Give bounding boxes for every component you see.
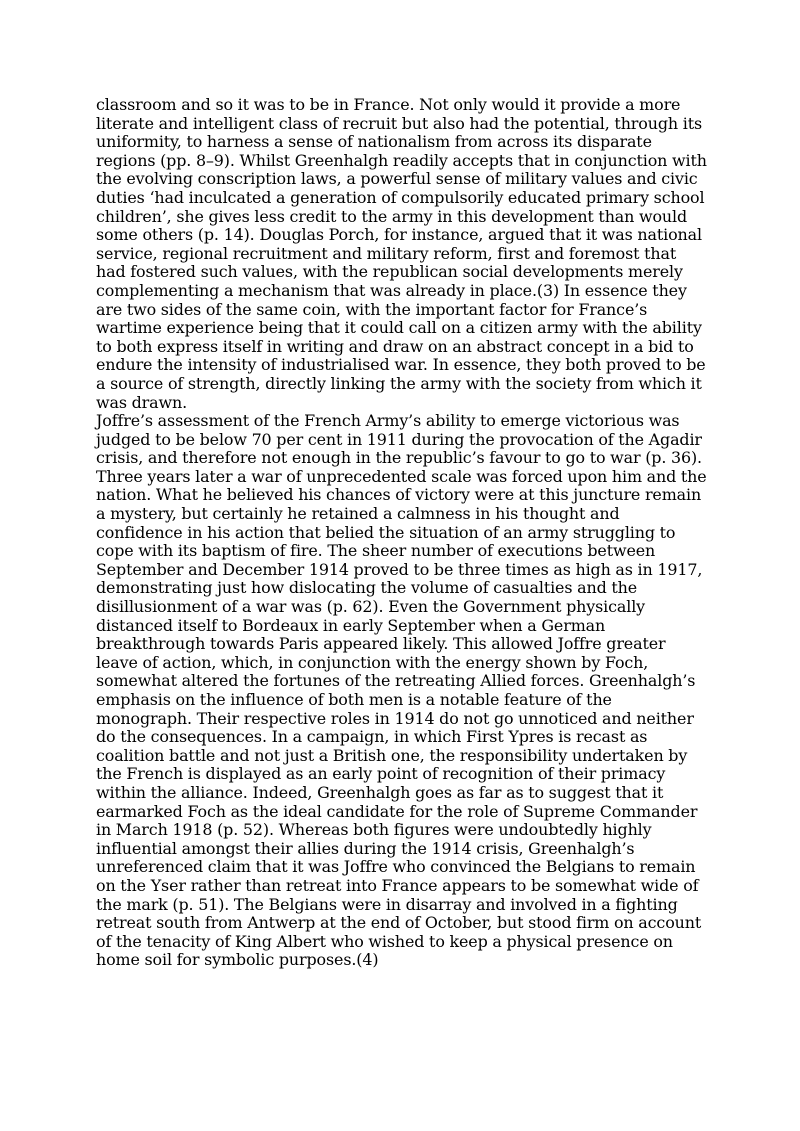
paragraph-1: classroom and so it was to be in France. Not only would it provide a more literate and intelligent class of recruit but also had the potential, through its uniformity, to harness a sense of nationalism from across its disparate regions (pp. 8–9). Whilst Greenhalgh readily accepts that in conjunction with the evolving conscription laws, a powerful sense of military values and civic duties ‘had inculcated a generation of compulsorily educated primary school children’, she gives less credit to the army in this development than would some others (p. 14). Douglas Porch, for instance, argued that it was national service, regional recruitment and military reform, first and foremost that had fostered such values, with the republican social developments merely complementing a mechanism that was already in place.(3) In essence they are two sides of the same coin, with the important factor for France’s wartime experience being that it could call on a citizen army with the ability to both express itself in writing and draw on an abstract concept in a bid to endure the intensity of industrialised war. In essence, they both proved to be a source of strength, directly linking the army with the society from which it was drawn. [96, 95, 707, 412]
paragraph-2: Joffre’s assessment of the French Army’s ability to emerge victorious was judged to be below 70 per cent in 1911 during the provocation of the Agadir crisis, and therefore not enough in the republic’s favour to go to war (p. 36). Three years later a war of unprecedented scale was forced upon him and the nation. What he believed his chances of victory were at this juncture remain a mystery, but certainly he retained a calmness in his thought and confidence in his action that belied the situation of an army struggling to cope with its baptism of fire. The sheer number of executions between September and December 1914 proved to be three times as high as in 1917, demonstrating just how dislocating the volume of casualties and the disillusionment of a war was (p. 62). Even the Government physically distanced itself to Bordeaux in early September when a German breakthrough towards Paris appeared likely. This allowed Joffre greater leave of action, which, in conjunction with the energy shown by Foch, somewhat altered the fortunes of the retreating Allied forces. Greenhalgh’s emphasis on the influence of both men is a notable feature of the monograph. Their respective roles in 1914 do not go unnoticed and neither do the consequences. In a campaign, in which First Ypres is recast as coalition battle and not just a British one, the responsibility undertaken by the French is displayed as an early point of recognition of their primacy within the alliance. Indeed, Greenhalgh goes as far as to suggest that it earmarked Foch as the ideal candidate for the role of Supreme Commander in March 1918 (p. 52). Whereas both figures were undoubtedly highly influential amongst their allies during the 1914 crisis, Greenhalgh’s unreferenced claim that it was Joffre who convinced the Belgians to remain on the Yser rather than retreat into France appears to be somewhat wide of the mark (p. 51). The Belgians were in disarray and involved in a fighting retreat south from Antwerp at the end of October, but stood firm on account of the tenacity of King Albert who wished to keep a physical presence on home soil for symbolic purposes.(4) [96, 411, 707, 970]
document-page [96, 96, 708, 970]
